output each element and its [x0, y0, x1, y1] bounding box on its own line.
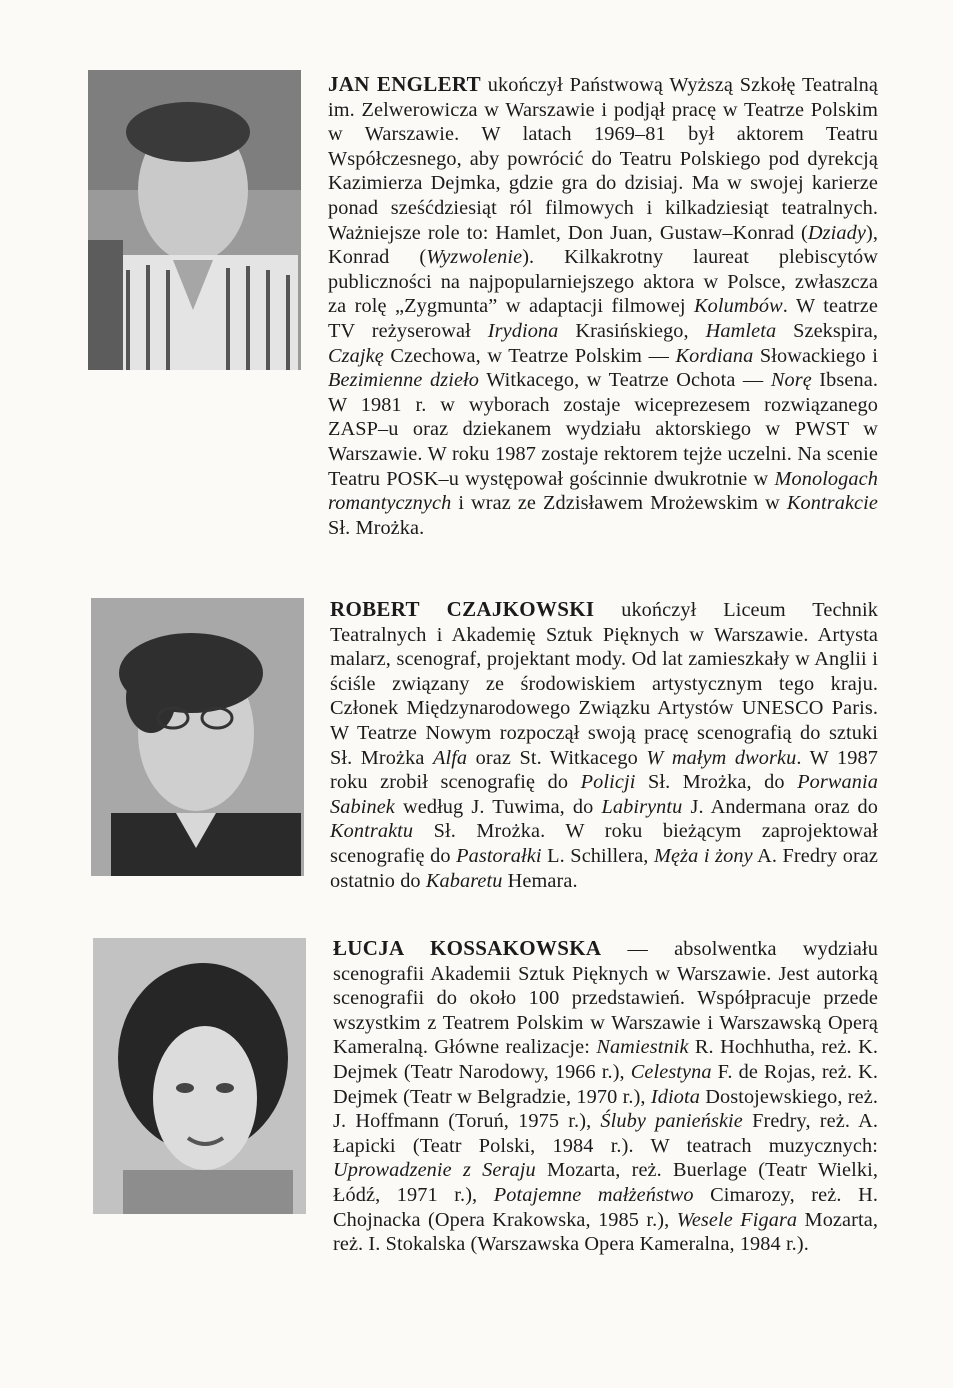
italic-title: Hamleta — [705, 319, 777, 342]
bio-body — [330, 599, 878, 892]
bio-name: ŁUCJA KOSSAKOWSKA — [333, 936, 602, 960]
italic-title: Czajkę — [328, 344, 384, 367]
photo-jan-englert — [88, 70, 301, 370]
italic-title: Idiota — [650, 1085, 700, 1108]
italic-title: Celestyna — [630, 1060, 712, 1083]
bio-text: ukończył Liceum Technik Teatralnych i Akademię Sztuk Pięknych w Warszawie. Artysta malarz, scenograf, projektant mody. Od lat zamieszkały w Anglii i ściśle związany ze środowiskiem artystycznym tego kraju. Członek Międzynarodowego Związku Artystów UNESCO Paris. W Teatrze Nowym rozpoczął swoją pracę scenografią do sztuki Sł. Mrożka — [330, 599, 878, 769]
bio-text: i wraz ze Zdzisławem Mrożewskim w — [451, 492, 787, 515]
bio-text: Mozarta, reż. Buerlage (Teatr Wielki, Łódź, 1971 r.), — [333, 1159, 878, 1206]
italic-title: Uprowadzenie z Seraju — [333, 1159, 536, 1182]
italic-title: Śluby panieńskie — [600, 1110, 743, 1133]
bio-text: Cimarozy, reż. H. Chojnacka (Opera Krakowska, 1985 r.), — [333, 1183, 878, 1231]
portrait-man-striped-shirt-image — [88, 70, 301, 370]
bio-text: Sł. Mrożka. W roku bieżącym zaprojektował scenografię do — [330, 820, 878, 867]
bio-text: . W 1987 roku zrobił scenografię do — [330, 746, 878, 794]
bio-text: Witkacego, w Teatrze Ochota — — [479, 369, 771, 392]
bio-name: ROBERT CZAJKOWSKI — [330, 597, 595, 621]
bio-text: Mozarta, reż. I. Stokalska (Warszawska Opera Kameralna, 1984 r.). — [333, 1208, 878, 1256]
bio-text: według J. Tuwima, do — [394, 795, 602, 818]
italic-title: Męża i żony — [653, 844, 753, 867]
italic-title: Porwania Sabinek — [330, 771, 878, 818]
bio-text: L. Schillera, — [541, 844, 654, 867]
bio-text: Szekspira, — [776, 319, 879, 342]
italic-title: Wesele Figara — [676, 1208, 798, 1231]
portrait-man-glasses-image — [91, 598, 304, 876]
italic-title: Alfa — [432, 746, 468, 769]
bio-text: ukończył Państwową Wyższą Szkołę Teatralną im. Zelwerowicza w Warszawie i podjął pracę w Teatrze Polskim w Warszawie. W latach 1969–81 był aktorem Teatru Współczesnego, aby powrócić do Teatru Polskiego pod dyrekcją Kazimierza Dejmka, gdzie gra do dzisiaj. Ma w swojej karierze ponad sześćdziesiąt ról filmowych i kilkadziesiąt teatralnych. Ważniejsze role to: Hamlet, Don Juan, Gustaw–Konrad ( — [328, 74, 878, 244]
italic-title: Bezimienne dzieło — [328, 369, 480, 392]
bio-text: A. Fredry oraz ostatnio do — [330, 844, 878, 892]
bio-text: F. de Rojas, reż. K. Dejmek (Teatr w Belgradzie, 1970 r.), — [333, 1060, 878, 1108]
bio-text: . W teatrze TV reżyserował — [328, 295, 878, 342]
italic-title: Wyzwolenie — [426, 246, 523, 269]
bio-text: ). Kilkakrotny laureat plebiscytów publiczności na najpopularniejszego aktora w Polsce, zwłaszcza za rolę „Zygmunta” w adaptacji filmowej — [328, 246, 879, 318]
bio-text: — absolwentka wydziału scenografii Akademii Sztuk Pięknych w Warszawie. Jest autorką scenografii do około 100 przedstawień. Współpracuje przede wszystkim z Teatrem Polskim w Warszawie i Warszawską Operą Kameralną. Główne realizacje: — [333, 938, 878, 1059]
bio-text: R. Hochhutha, reż. K. Dejmek (Teatr Narodowy, 1966 r.), — [333, 1036, 878, 1083]
italic-title: Kolumbów — [694, 295, 783, 318]
italic-title: W małym dworku — [646, 746, 797, 769]
bio-jan-englert — [328, 72, 878, 540]
italic-title: Kordiana — [675, 344, 754, 367]
bio-text: ), Konrad ( — [328, 221, 878, 269]
bio-body — [333, 938, 878, 1255]
bio-text: Ibsena. W 1981 r. w wyborach zostaje wiceprezesem rozwiązanego ZASP–u oraz dziekanem wydziału aktorskiego w PWST w Warszawie. W roku 1987 zostaje rektorem tejże uczelni. Na scenie Teatru POSK–u występował gościnnie dwukrotnie w — [328, 369, 879, 490]
italic-title: Potajemne małżeństwo — [493, 1183, 694, 1206]
photo-lucja-kossakowska — [93, 938, 306, 1214]
italic-title: Norę — [770, 369, 812, 392]
italic-title: Kontraktu — [330, 820, 414, 843]
bio-text: Sł. Mrożka. — [328, 516, 425, 539]
bio-text: Hemara. — [502, 869, 578, 892]
italic-title: Monologach romantycznych — [328, 467, 878, 515]
italic-title: Dziady — [807, 221, 866, 244]
italic-title: Irydiona — [487, 319, 559, 342]
bio-text: J. Andermana oraz do — [682, 795, 878, 818]
bio-text: oraz St. Witkacego — [467, 746, 647, 769]
italic-title: Namiestnik — [596, 1036, 689, 1059]
bio-body — [328, 74, 878, 539]
bio-text: Krasińskiego, — [558, 319, 706, 342]
italic-title: Policji — [580, 771, 636, 794]
bio-text: Dostojewskiego, reż. J. Hoffmann (Toruń, 1975 r.), — [333, 1085, 878, 1133]
bio-lucja-kossakowska — [333, 936, 878, 1257]
bio-name: JAN ENGLERT — [328, 72, 481, 96]
portrait-woman-image — [93, 938, 306, 1214]
italic-title: Pastorałki — [456, 844, 542, 867]
italic-title: Kabaretu — [425, 869, 503, 892]
bio-text: Czechowa, w Teatrze Polskim — — [383, 344, 676, 367]
bio-text: Sł. Mrożka, do — [635, 771, 798, 794]
italic-title: Kontrakcie — [786, 492, 878, 515]
photo-robert-czajkowski — [91, 598, 304, 876]
bio-robert-czajkowski — [330, 597, 878, 893]
italic-title: Labiryntu — [601, 795, 683, 818]
bio-text: Fredry, reż. A. Łapicki (Teatr Polski, 1984 r.). W teatrach muzycznych: — [333, 1110, 878, 1157]
bio-text: Słowackiego i — [753, 344, 878, 367]
